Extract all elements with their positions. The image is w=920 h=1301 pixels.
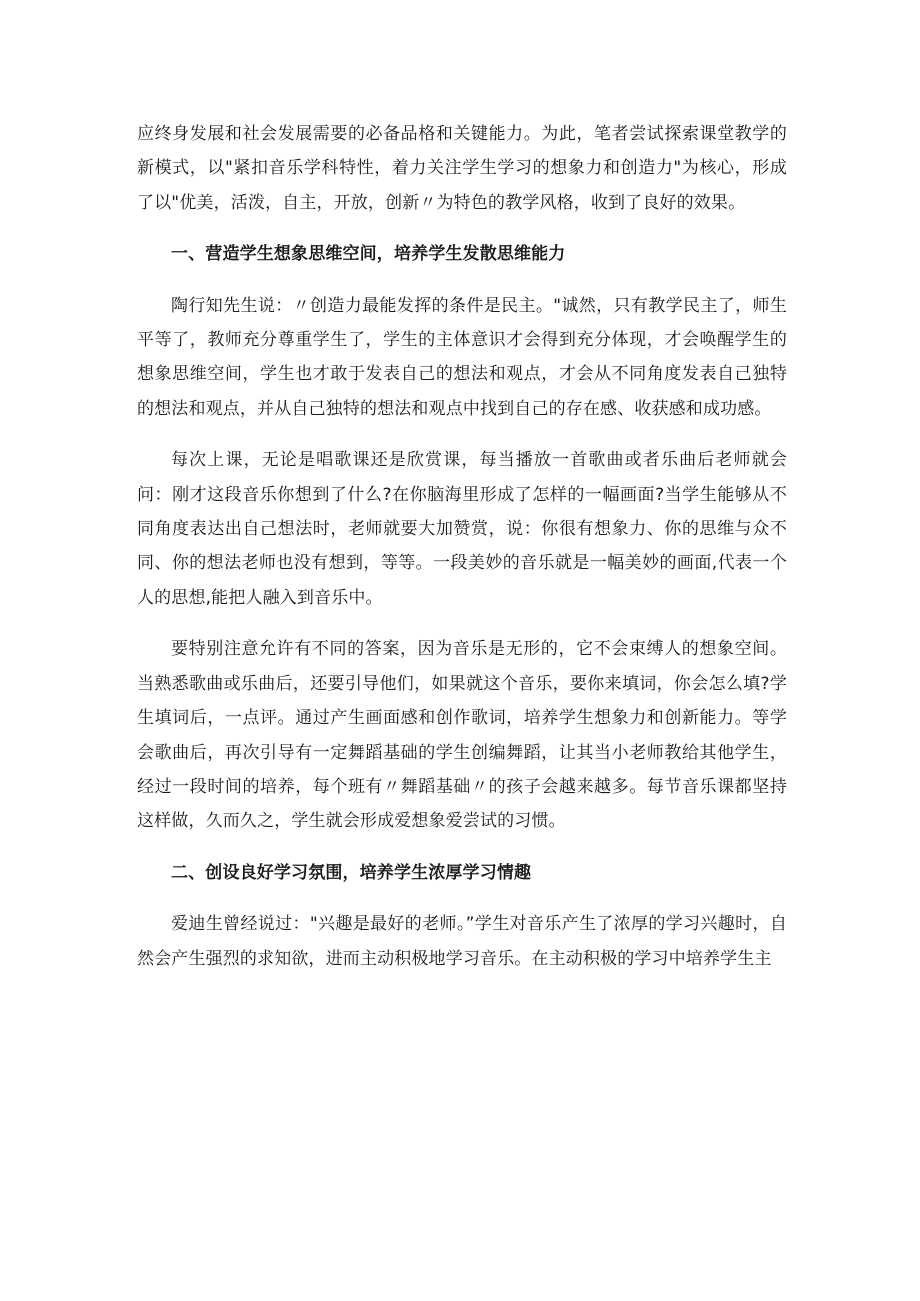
document-body [137, 117, 787, 993]
paragraph-different-answers: 要特别注意允许有不同的答案，因为音乐是无形的，它不会束缚人的想象空间。当熟悉歌曲或乐曲后，还要引导他们，如果就这个音乐，要你来填词，你会怎么填?学生填词后，一点评。通过产生画面感和创作歌词，培养学生想象力和创新能力。等学会歌曲后，再次引导有一定舞蹈基础的学生创编舞蹈，让其当小老师教给其他学生，经过一段时间的培养，每个班有〃舞蹈基础〃的孩子会越来越多。每节音乐课都坚持这样做，久而久之，学生就会形成爱想象爱尝试的习惯。 [137, 639, 787, 832]
paragraph-every-class: 每次上课，无论是唱歌课还是欣赏课，每当播放一首歌曲或者乐曲后老师就会问：刚才这段音乐你想到了什么?在你脑海里形成了怎样的一幅画面?当学生能够从不同角度表达出自己想法时，老师就要大加赞赏，说：你很有想象力、你的思维与众不同、你的想法老师也没有想到，等等。一段美妙的音乐就是一幅美妙的画面,代表一个人的思想,能把人融入到音乐中。 [137, 450, 787, 608]
paragraph-edison-quote: 爱迪生曾经说过："兴趣是最好的老师。”学生对音乐产生了浓厚的学习兴趣时，自然会产生强烈的求知欲，进而主动积极地学习音乐。在主动积极的学习中培养学生主 [137, 914, 787, 969]
paragraph-tao-xingzhi-quote: 陶行知先生说：〃创造力最能发挥的条件是民主。"诚然，只有教学民主了，师生平等了，教师充分尊重学生了，学生的主体意识才会得到充分体现，才会唤醒学生的想象思维空间，学生也才敢于发表自己的想法和观点，才会从不同角度发表自己独特的想法和观点，并从自己独特的想法和观点中找到自己的存在感、收获感和成功感。 [137, 295, 787, 419]
section-heading-2: 二、创设良好学习氛围，培养学生浓厚学习情趣 [171, 862, 532, 883]
paragraph-intro-continuation: 应终身发展和社会发展需要的必备品格和关键能力。为此，笔者尝试探索课堂教学的新模式，以"紧扣音乐学科特性，着力关注学生学习的想象力和创造力"为核心，形成了以"优美，活泼，自主，开放，创新〃为特色的教学风格，收到了良好的效果。 [137, 124, 787, 213]
section-heading-1: 一、营造学生想象思维空间，培养学生发散思维能力 [171, 244, 566, 265]
